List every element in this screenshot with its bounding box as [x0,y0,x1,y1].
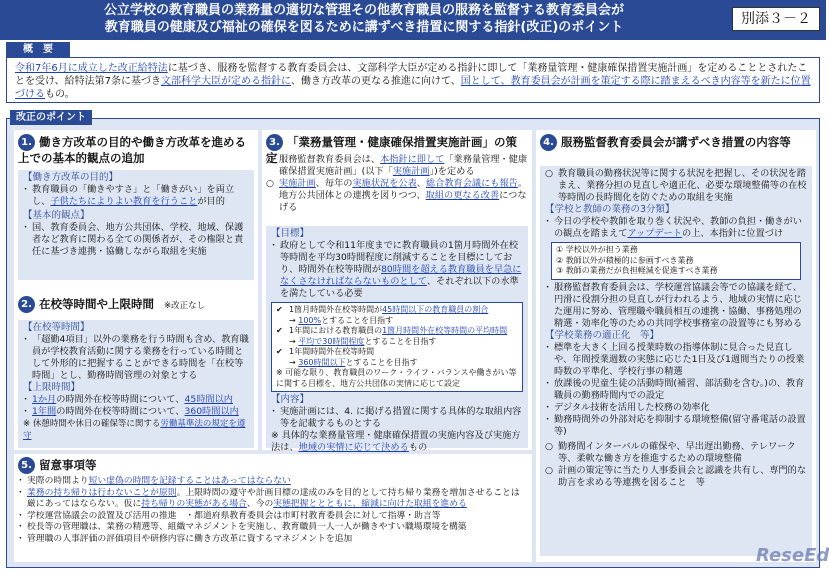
time-heading: 【在校等時間】 [23,322,90,333]
key-points-tag: 改正のポイント [10,110,92,125]
section-4-box [540,166,815,556]
section-2-title: 在校等時間や上限時間 [39,297,155,311]
overview-text-1: 令和7年6月に成立した改正給特法 [15,63,168,74]
content-heading: 【内容】 [271,394,310,405]
overview-text-4: 、働き方改革の更なる推進に向けて、 [290,76,461,87]
section-2-note: ※改正なし [164,301,206,311]
note-item-3: ・ 学校運営協議会の設置及び活用の推進 ・都道府県教育委員会は市町村教育委員会に対して指導・助言等 [18,511,528,523]
note-item-5: ・ 管理職の人事評価の評価項目や研修内容に働き方改革に資するマネジメントを追加 [18,534,528,546]
section-1-number: 1. [18,134,35,151]
title-line-2: 教育職員の健康及び福祉の確保を図るために講ずべき措置に関する指針(改正)のポイント [104,20,624,35]
optimization-heading: 【学校業務の適正化 等】 [545,329,660,341]
section-2-box [18,320,254,448]
section-5 [14,454,532,562]
target-heading: 【目標】 [271,228,310,239]
purpose-item: ・ 教育職員の「働きやすさ」と「働きがい」を両立し、子供たちによりよい教育を行うことが目的 [23,184,249,208]
note-item-4: ・ 校長等の管理職は、業務の精選等、組織マネジメントを実施し、教育職員一人一人が働きやすい職場環境を構築 [18,522,528,534]
limit-month: ・ 1か月の時間外在校等時間について、45時間以内 [23,394,249,406]
basic-heading: 【基本的観点】 [23,210,90,221]
measure-4: ○ 計画の策定等に当たり人事委員会と認識を共有し、専門的な助言を求める等連携を図ること 等 [545,465,807,489]
section-4-number: 4. [540,134,557,151]
section-3-number: 3. [266,134,283,151]
opt-item-2: ・ 放課後の児童生徒の活動時間(補習、部活動を含む。)の、教育職員の勤務時間内での設定 [545,378,807,402]
overview-text-5: 国として、教育委員会が計画を策定する際に踏まえるべき内容等を新たに位置づける [15,76,811,100]
content-note: ※ 具体的な業務量管理・健康確保措置の実施内容及び実施方法は、地域の実情に応じて決めるもの [271,430,521,453]
plan-item-1: ○ 服務監督教育委員会は、本指針に即して「業務量管理・健康確保措置実施計画」(以下「実施計画」)を定める [266,154,528,178]
target-item: ・ 政府として令和11年度までに教育職員の1箇月時間外在校等時間を平均30時間程度に削減することを目標にしており、時間外在校等時間が80時間を超える教育職員を早急になくさなければならないものとして、それぞれ以下の水準を満たしている必要 [271,240,523,300]
measure-1: ○ 教育職員の勤務状況等に関する状況を把握し、その状況を踏まえ、業務分担の見直しや適正化、必要な環境整備等の在校等時間の長時間化を防ぐための取組を実施 [545,168,807,204]
opt-item-3: ・ デジタル技術を活用した校務の効率化 [545,402,807,414]
category-1: ① 学校以外が担う業務 [556,245,638,254]
section-5-number: 5. [18,457,35,474]
column-1 [14,130,258,450]
category-3: ③ 教師の業務だが負担軽減を促進すべき業務 [556,266,718,275]
overview-text-6: もの。 [45,89,75,100]
content-item: ・ 実施計画には、4. に掲げる措置に関する具体的な取組内容等を記載するものとする [271,406,523,430]
section-4-heading [540,134,812,151]
basic-item: ・ 国、教育委員会、地方公共団体、学校、地域、保護者など教育に関わる全ての関係者が、その権限と責任に基づき連携・協働しながら取組を実施 [23,222,249,258]
overview-tag: 概 要 [6,42,70,57]
plan-item-2: ○ 実施計画、毎年の実施状況を公表、総合教育会議にも報告。地方公共団体との連携を図りつつ、取組の更なる改善につなげる [266,178,528,214]
section-3-box [266,226,528,453]
section-3-title: 「業務量管理・健康確保措置実施計画」の策定 [266,135,518,165]
section-1-title: 働き方改革の目的や働き方改革を進める上での基本的観点の追加 [18,135,247,165]
resemom-logo: ReseEd [756,545,829,566]
purpose-heading: 【働き方改革の目的】 [23,172,119,183]
overview-text-3: 文部科学大臣が定める指針に [160,76,291,87]
opt-item-1: ・ 標準を大きく上回る授業時数の指導体制に見合った見直しや、年間授業週数の実態に応じた1日及び1週間当たりの授業時数の平準化、学校行事の精選 [545,342,807,378]
three-categories-item: ・ 今日の学校や教師を取り巻く状況や、教師の負担・働きがいの観点を踏まえてアップデートの上、本指針に位置づけ [545,216,807,240]
three-categories-heading: 【学校と教師の業務の3分類】 [545,204,675,215]
checklist-note: ※ 可能な限り、教育職員のワーク・ライフ・バランスや働きがい等に関する目標を、地方公共団体の実情に応じて設定 [276,368,517,388]
time-item: ・ 「超勤4項目」以外の業務を行う時間も含め、教育職員が学校教育活動に関する業務を行っている時間として外形的に把握することができる時間を「在校等時間」とし、勤務時間管理の対象とする [23,334,249,382]
section-5-heading [18,457,318,474]
column-3 [262,130,532,453]
overview-box [6,57,820,103]
section-5-title: 留意事項等 [39,458,97,472]
category-list [551,242,801,280]
column-4 [536,130,816,562]
limit-note: ※ 休憩時間や休日の確保等に関する労働基準法の規定を遵守 [23,419,246,441]
section-2-number: 2. [18,296,35,313]
section-1-box [18,170,254,280]
header-banner [0,0,826,40]
target-checklist [271,302,523,392]
section-4-title: 服務監督教育委員会が講ずべき措置の内容等 [561,135,791,149]
check-2: ✔ 1年間における教育職員の1箇月時間外在校等時間の平均時間 → 平均で30時間程度とすることを目指す [276,326,518,347]
limit-year: ・ 1年間の時間外在校等時間について、360時間以内 [23,406,249,418]
limit-heading: 【上限時間】 [23,382,81,393]
annex-label: 別添３－２ [732,7,820,31]
overview-text-2: に基づき、服務を監督する教育委員会は、文部科学大臣が定める指針に即して「業務量管理・健康確保措置実施計画」を定めることとされたことを受け、給特法第7条に基づき [15,63,808,87]
check-1: ✔ 1箇月時間外在校等時間が45時間以下の教育職員の割合 → 100%とすることを目指す [276,305,518,326]
category-2: ② 教師以外が積極的に参画すべき業務 [556,255,694,265]
section-2-heading [18,296,254,313]
note-item-1: ・ 実際の時間より短い虚偽の時間を記録することはあってはならない [18,476,528,488]
measure-3: ○ 勤務間インターバルの確保や、早出遅出勤務、テレワーク等、柔軟な働き方を推進するための環境整備 [545,441,807,465]
opt-item-4: ・ 勤務時間外の外部対応を抑制する環境整備(留守番電話の設置 等) [545,414,807,438]
measure-2: ・ 服務監督教育委員会は、学校運営協議会等での協議を経て、円滑に役割分担の見直しが行われるよう、地域の実情に応じた運用に努め、管理職や職員相互の連携・協働、事務処理の精選・効率化等のための共同学校事務室の設置等にも努める [545,282,807,330]
title-line-1: 公立学校の教育職員の業務量の適切な管理その他教育職員の服務を監督する教育委員会が [103,3,624,18]
section-5-list [18,476,528,562]
section-1-heading [18,134,254,165]
check-3: ✔ 1年間時間外在校等時間 → 360時間以下とすることを目指す [276,347,518,368]
note-item-2: ・ 業務の持ち帰りは行わないことが原則。上限時間の遵守や計画目標の達成のみを目的として持ち帰り業務を増加させることは厳にあってはならない。仮に持ち帰りの実態がある場合、今の実態把握ととともに、縮減に向けた取組を進める [18,488,528,511]
